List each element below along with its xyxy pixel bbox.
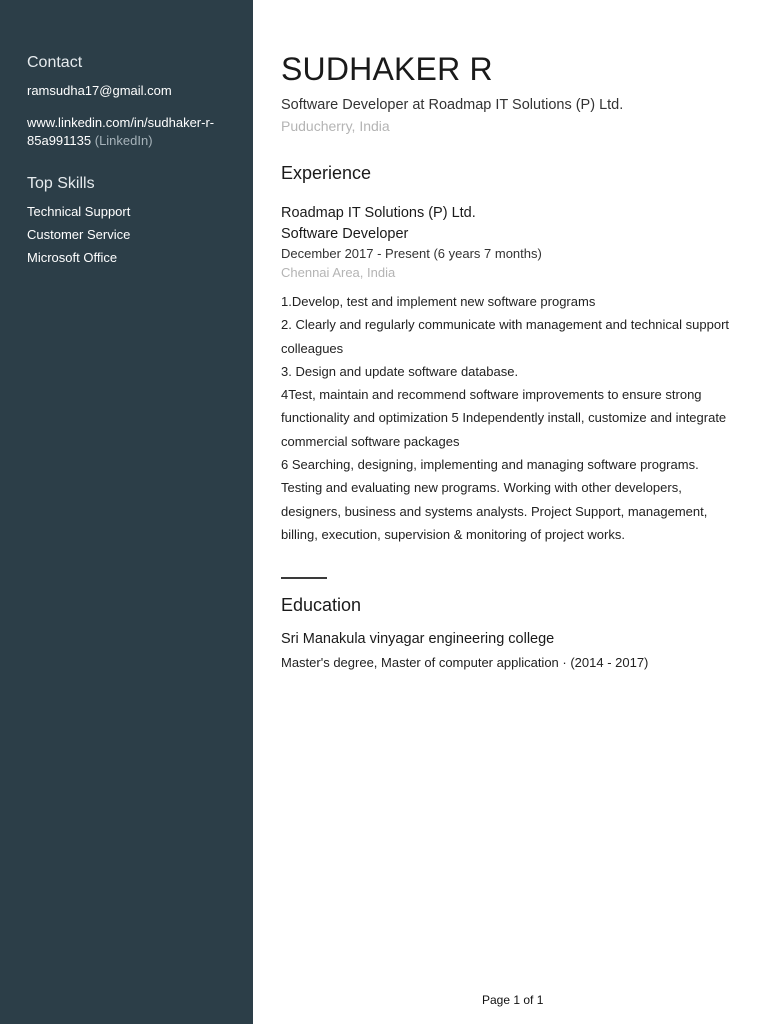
profile-location: Puducherry, India [281,118,390,134]
education-heading: Education [281,595,362,615]
profile-name: SUDHAKER R [281,51,493,87]
sidebar [0,0,253,1024]
description-line: designers, business and systems analysts. Project Support, management, [281,503,708,519]
contact-heading: Contact [27,54,83,71]
experience-location: Chennai Area, India [281,265,396,280]
description-line: 1.Develop, test and implement new software programs [281,294,596,309]
experience-role: Software Developer [281,226,409,242]
description-line: functionality and optimization 5 Independently install, customize and integrate [281,410,727,426]
description-line: 2. Clearly and regularly communicate with management and technical support [281,317,730,333]
description-line: billing, execution, supervision & monitoring of project works. [281,526,625,542]
experience-heading: Experience [281,163,372,183]
linkedin-block [27,114,222,150]
skill-item: Technical Support [27,204,131,219]
experience-description [281,290,743,546]
experience-dates: December 2017 - Present (6 years 7 months) [281,246,542,261]
description-line: colleagues [281,340,344,356]
linkedin-label: (LinkedIn) [94,133,153,148]
description-line: 4Test, maintain and recommend software improvements to ensure strong [281,387,702,403]
section-divider [281,577,327,579]
main-content [281,0,751,1024]
page-number: Page 1 of 1 [482,993,544,1007]
skill-item: Customer Service [27,227,131,242]
description-line: commercial software packages [281,433,460,449]
description-line: Testing and evaluating new programs. Working with other developers, [281,480,682,496]
description-line: 6 Searching, designing, implementing and managing software programs. [281,457,699,473]
profile-headline: Software Developer at Roadmap IT Solutions (P) Ltd. [281,97,624,113]
experience-company: Roadmap IT Solutions (P) Ltd. [281,205,476,221]
linkedin-link[interactable]: www.linkedin.com/in/sudhaker-r-85a991135 [27,115,215,148]
description-line: 3. Design and update software database. [281,363,519,379]
education-school: Sri Manakula vinyagar engineering college [281,631,555,647]
skill-item: Microsoft Office [27,250,118,265]
skills-heading: Top Skills [27,175,95,192]
email-link[interactable]: ramsudha17@gmail.com [27,83,172,98]
education-degree: Master's degree, Master of computer application · (2014 - 2017) [281,655,649,670]
